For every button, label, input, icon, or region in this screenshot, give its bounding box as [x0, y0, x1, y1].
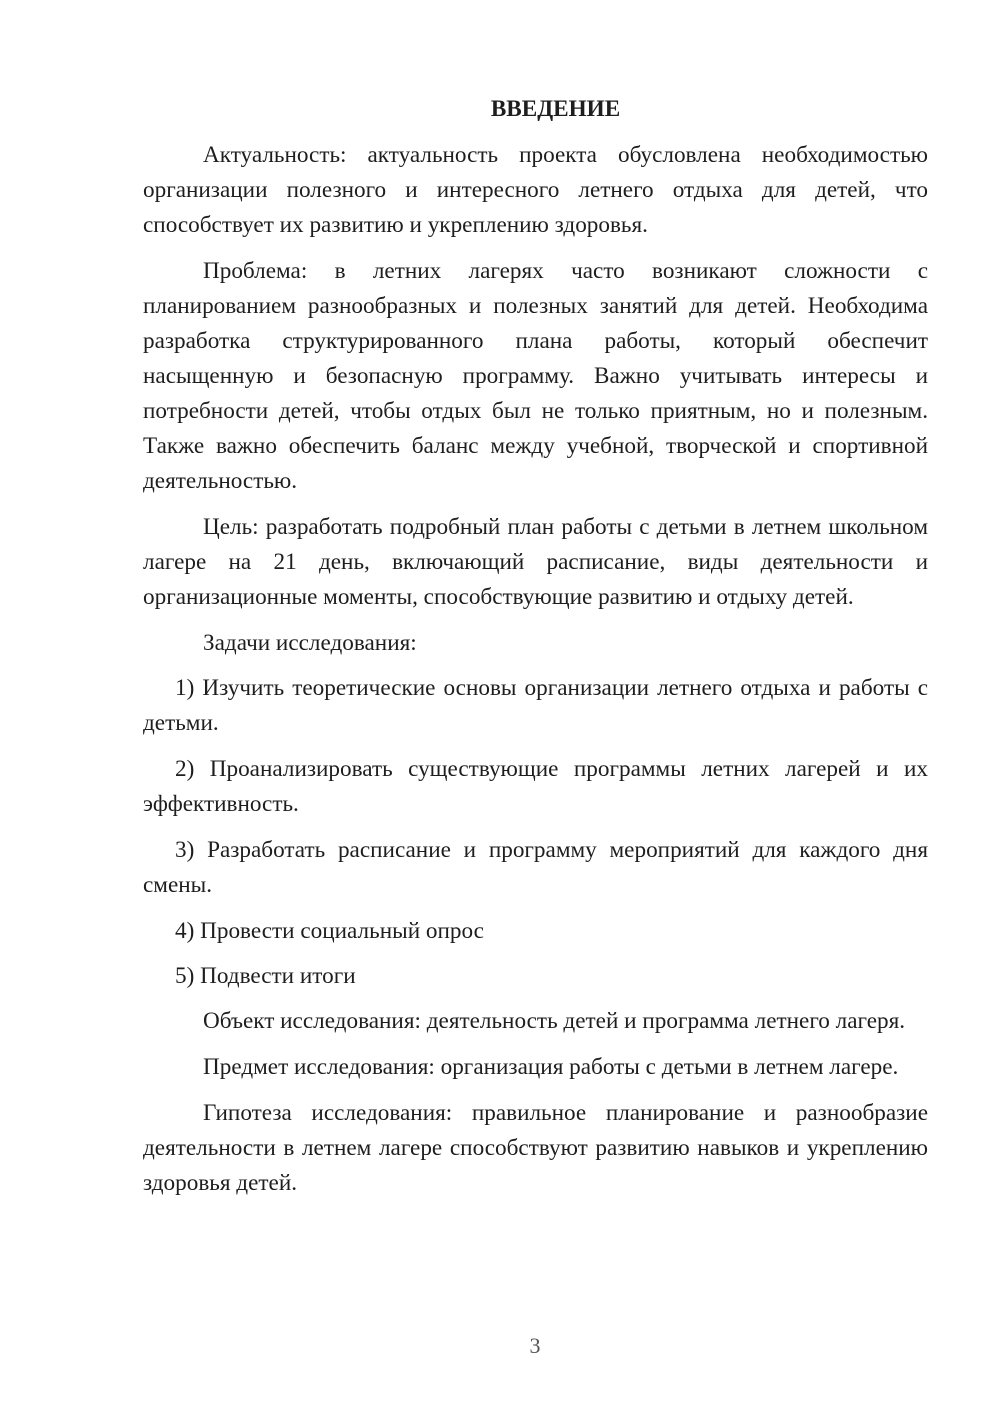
subject-paragraph: Предмет исследования: организация работы с детьми в летнем лагере. [203, 1054, 899, 1080]
hypothesis-paragraph: Гипотеза исследования: правильное планирование и разнообразие деятельности в летнем лагере способствуют развитию навыков и укреплению здоровья детей. [143, 1100, 928, 1196]
task-item: 4) Провести социальный опрос [175, 918, 484, 944]
section-title: ВВЕДЕНИЕ [490, 96, 621, 122]
object-paragraph: Объект исследования: деятельность детей и программа летнего лагеря. [203, 1008, 906, 1034]
task-item: 2) Проанализировать существующие программы летних лагерей и их эффективность. [143, 756, 928, 817]
goal-paragraph: Цель: разработать подробный план работы с детьми в летнем школьном лагере на 21 день, включающий расписание, виды деятельности и организационные моменты, способствующие развитию и отдыху детей. [143, 514, 928, 610]
problem-paragraph: Проблема: в летних лагерях часто возникают сложности с планированием разнообразных и полезных занятий для детей. Необходима разработка структурированного плана работы, который обеспечит насыщенную и безопасную программу. Важно учитывать интересы и потребности детей, чтобы отдых был не только приятным, но и полезным. Также важно обеспечить баланс между учебной, творческой и спортивной деятельностью. [143, 258, 928, 494]
relevance-paragraph: Актуальность: актуальность проекта обусловлена необходимостью организации полезного и интересного летнего отдыха для детей, что способствует их развитию и укреплению здоровья. [143, 142, 928, 238]
page-number: 3 [529, 1333, 541, 1358]
task-item: 5) Подвести итоги [175, 963, 356, 989]
task-item: 3) Разработать расписание и программу мероприятий для каждого дня смены. [143, 837, 928, 898]
page-content [143, 94, 928, 1212]
tasks-heading: Задачи исследования: [203, 630, 417, 656]
task-item: 1) Изучить теоретические основы организации летнего отдыха и работы с детьми. [143, 675, 928, 736]
